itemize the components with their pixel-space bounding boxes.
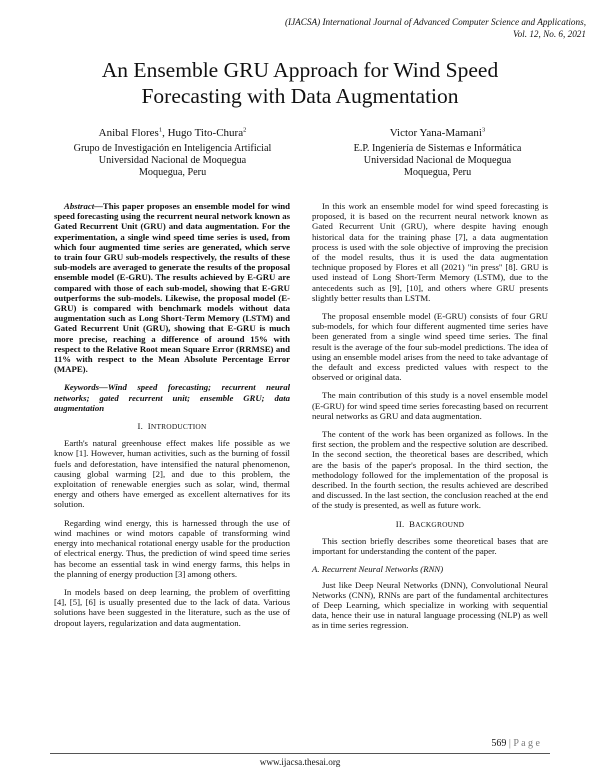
intro-paragraph-7: The content of the work has been organized as follows. In the first section, the problem and the respective solution are described. In the second section, the theoretical bases are described, which are the basis of the paper's proposal. In the third section, the methodology followed for the implementation of the proposal is described. In the fourth section, the results achieved are described and discussed. In the last section, the conclusion reached at the end of the study is presented, as well as future work. [312, 429, 548, 511]
title-line-2: Forecasting with Data Augmentation [141, 84, 459, 108]
affiliation-university: Universidad Nacional de Moquegua [98, 155, 247, 166]
intro-paragraph-2: Regarding wind energy, this is harnessed through the use of wind machines or wind motors capable of transforming wind energy into mechanical rotational energy usable for the production of electrical energy. Thus, the prediction of wind speed time series has become an essential task in wind energy farms, this helps in the planning of energy production [3] among others. [54, 517, 290, 579]
intro-paragraph-3: In models based on deep learning, the problem of overfitting [4], [5], [6] is usually presented due to the lack of data. Various solutions have been suggested in the literature, such as the use of dropout layers, regularization and data augmentation. [54, 586, 290, 628]
keywords: Keywords—Wind speed forecasting; recurrent neural networks; gated recurrent unit; ensemble GRU; data augmentation [54, 382, 290, 413]
intro-paragraph-4: In this work an ensemble model for wind speed forecasting is proposed, it is based on the recurrent neural network known as Gated Recurrent Unit (GRU), where despite having enough historical data for the training phase [7], a data augmentation process is used with the sole objective of improving the precision of the model results, thus it is used the data augmentation technique proposed by Flores et all (2021) "in press" [8]. GRU is used instead of Long Short-Term Memory (LSTM), due to the antecedents such as [9], [10], and others where GRU presents slightly better results than LSTM. [312, 201, 548, 303]
page-number: 569 | P a g e [491, 738, 540, 749]
abstract: Abstract—This paper proposes an ensemble model for wind speed forecasting using the recurrent neural network known as Gated Recurrent Unit (GRU) and data augmentation. For the experimentation, a single wind speed time series is used, from which four augmented time series are generated, which serve to train four GRU sub-models respectively, the results of these sub-models are averaged to generate the results of the proposal ensemble model (E-GRU). The results achieved by E-GRU are compared with those of each sub-model, showing that E-GRU outperforms the sub-models. Likewise, the proposal model (E-GRU) is compared with benchmark models without data augmentation such as Long Short-Term Memory (LSTM) and Gated Recurrent Unit (GRU), showing that E-GRU is much more precise, reaching a difference of around 15% with respect to the Relative Root mean Square Error (RRMSE) and 11% with respect to the Mean Absolute Percentage Error (MAPE). [54, 201, 290, 375]
affiliation-group: Grupo de Investigación en Inteligencia Artificial [73, 143, 272, 154]
author-block-right [320, 127, 555, 179]
journal-volume: Vol. 12, No. 6, 2021 [513, 29, 586, 39]
affiliation-location: Moquegua, Peru [138, 167, 207, 178]
journal-header [186, 16, 586, 40]
author-names-right: Victor Yana-Mamani$^3$ [389, 126, 486, 139]
intro-paragraph-6: The main contribution of this study is a novel ensemble model (E-GRU) for wind speed time series forecasting based on recurrent neural networks as GRU and data augmentation. [312, 390, 548, 421]
background-intro: This section briefly describes some theoretical bases that are important for understanding the content of the paper. [312, 535, 548, 557]
rnn-paragraph: Just like Deep Neural Networks (DNN), Convolutional Neural Networks (CNN), RNNs are part of the fundamental architectures of Deep Learning, which specialize in working with sequential data, hence their use in natural language processing (NLP) as well as in time series regression. [312, 579, 548, 631]
left-column [54, 201, 290, 636]
affiliation-school: E.P. Ingeniería de Sistemas e Informática [353, 143, 522, 154]
intro-paragraph-5: The proposal ensemble model (E-GRU) consists of four GRU sub-models, for which four different augmented time series have been generated from a single wind speed time series. The final result is the average of the four sub-model predictions. The idea of using an ensemble model arises from the need to take advantage of the default and excess predicted values with respect to the observed or original data. [312, 311, 548, 383]
affiliation-university: Universidad Nacional de Moquegua [363, 155, 512, 166]
title-line-1: An Ensemble GRU Approach for Wind Speed [101, 58, 499, 82]
section-heading-background: II. BACKGROUND [395, 518, 465, 529]
affiliation-location: Moquegua, Peru [403, 167, 472, 178]
journal-name: (IJACSA) International Journal of Advanced Computer Science and Applications, [284, 17, 586, 27]
right-column [312, 201, 548, 639]
author-block-left [55, 127, 290, 179]
intro-paragraph-1: Earth's natural greenhouse effect makes life possible as we know [1]. However, human activities, such as the burning of fossil fuels and deforestation, have intensified the natural phenomenon, causing global warming [2], and due to this problem, the exploitation of renewable energies such as solar, wind, thermal energy and others have emerged as excellent alternatives for its solution. [54, 438, 290, 510]
subsection-heading-rnn: A. Recurrent Neural Networks (RNN) [312, 564, 444, 575]
footer-url[interactable]: www.ijacsa.thesai.org [259, 757, 341, 767]
section-heading-introduction: I. INTRODUCTION [137, 421, 207, 432]
author-names-left: Anibal Flores$^1$, Hugo Tito-Chura$^2$ [98, 126, 247, 139]
paper-title [0, 57, 600, 109]
footer-divider [50, 753, 550, 754]
